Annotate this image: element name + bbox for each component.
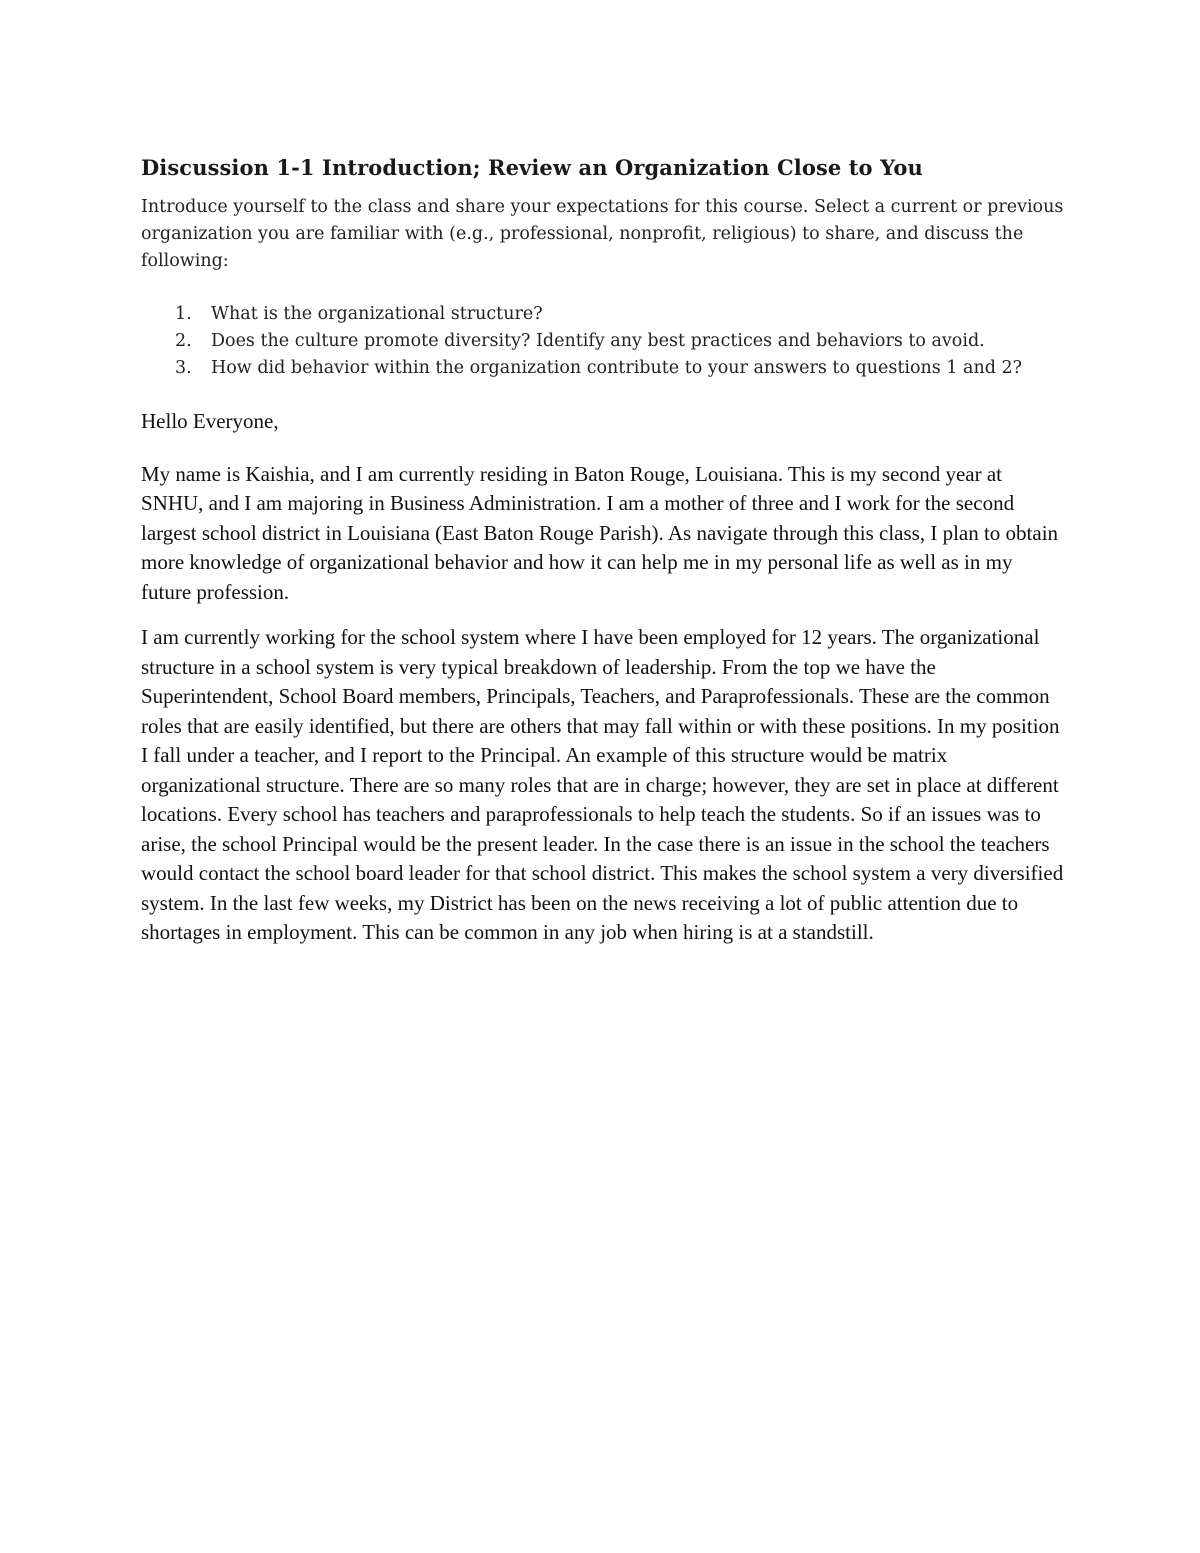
greeting: Hello Everyone, [141, 409, 279, 433]
response-paragraph-structure: I am currently working for the school system where I have been employed for 12 years. The organizational structure in a school system is very typical breakdown of leadership. From the top we have the Superintendent, School Board members, Principals, Teachers, and Paraprofessionals. These are the common roles that are easily identified, but there are others that may fall within or with these positions. In my position I fall under a teacher, and I report to the Principal. An example of this structure would be matrix organizational structure. There are so many roles that are in charge; however, they are set in place at different locations. Every school has teachers and paraprofessionals to help teach the students. So if an issues was to arise, the school Principal would be the present leader. In the case there is an issue in the school the teachers would contact the school board leader for that school district. This makes the school system a very diversified system. In the last few weeks, my District has been on the news receiving a lot of public attention due to shortages in employment. This can be common in any job when hiring is at a standstill. [141, 625, 1064, 944]
question-item [141, 355, 1066, 382]
question-text: How did behavior within the organization contribute to your answers to questions 1 and 2? [211, 358, 1023, 378]
question-number: 1. [175, 304, 192, 324]
question-item [141, 328, 1066, 355]
question-item [141, 301, 1066, 328]
question-number: 2. [175, 331, 192, 351]
question-number: 3. [175, 358, 192, 378]
question-text: What is the organizational structure? [211, 304, 543, 324]
response-paragraph-intro: My name is Kaishia, and I am currently residing in Baton Rouge, Louisiana. This is my second year at SNHU, and I am majoring in Business Administration. I am a mother of three and I work for the second largest school district in Louisiana (East Baton Rouge Parish). As navigate through this class, I plan to obtain more knowledge of organizational behavior and how it can help me in my personal life as well as in my future profession. [141, 461, 1059, 604]
document-page [141, 155, 1066, 948]
question-text: Does the culture promote diversity? Identify any best practices and behaviors to avoid. [211, 331, 985, 351]
discussion-prompt: Introduce yourself to the class and share your expectations for this course. Select a current or previous organization you are familiar with (e.g., professional, nonprofit, religious) to share, and discuss the following: [141, 197, 1064, 271]
document-title: Discussion 1-1 Introduction; Review an Organization Close to You [141, 155, 923, 180]
question-list [141, 301, 1066, 382]
